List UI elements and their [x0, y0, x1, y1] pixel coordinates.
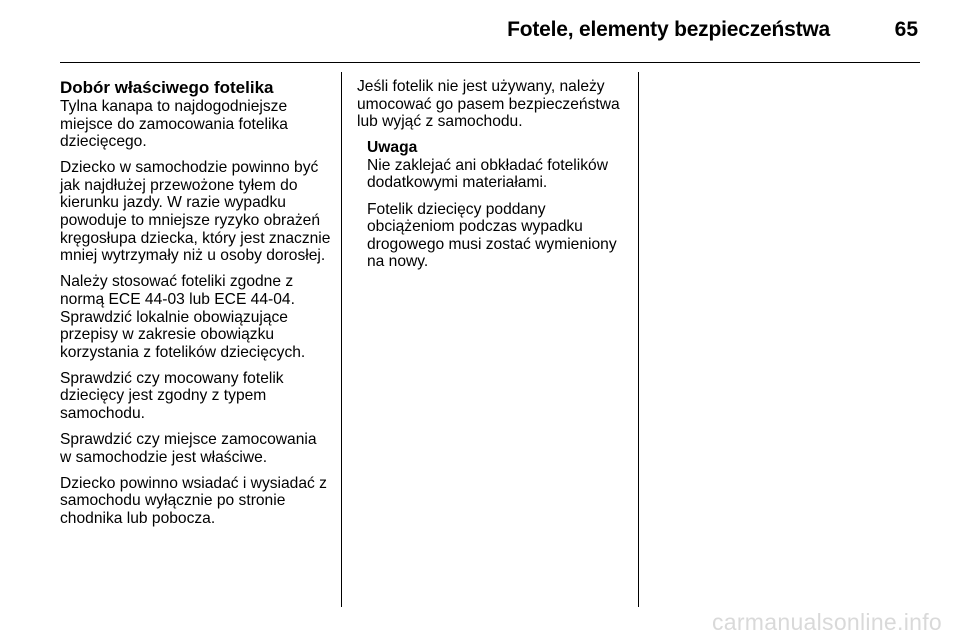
warning-note	[367, 139, 629, 271]
column-divider	[638, 72, 639, 607]
text-column-1	[60, 78, 332, 536]
page-title: Fotele, elementy bezpieczeństwa	[507, 18, 830, 41]
note-title: Uwaga	[367, 139, 418, 157]
note-paragraph: Nie zaklejać ani obkładać fotelików dodatkowymi materiałami.	[367, 156, 608, 192]
section-heading: Dobór właściwego fotelika	[60, 78, 274, 97]
paragraph: Dziecko powinno wsiadać i wysiadać z samochodu wyłącznie po stronie chodnika lub pobocza.	[60, 474, 327, 527]
column-divider	[341, 72, 342, 607]
paragraph: Sprawdzić czy miejsce zamocowania w samochodzie jest właściwe.	[60, 431, 317, 466]
page-header	[60, 14, 920, 63]
paragraph: Sprawdzić czy mocowany fotelik dziecięcy jest zgodny z typem samochodu.	[60, 369, 284, 422]
paragraph: Należy stosować foteliki zgodne z normą ECE 44-03 lub ECE 44-04. Sprawdzić lokalnie obowiązujące przepisy w zakresie obowiązku korzystania z fotelików dziecięcych.	[60, 273, 306, 361]
paragraph: Tylna kanapa to najdogodniejsze miejsce do zamocowania fotelika dziecięcego.	[60, 98, 288, 151]
paragraph: Dziecko w samochodzie powinno być jak najdłużej przewożone tyłem do kierunku jazdy. W razie wypadku powoduje to mniejsze ryzyko obrażeń kręgosłupa dziecka, który jest znacznie mniej wytrzymały niż u osoby dorosłej.	[60, 159, 331, 265]
paragraph: Jeśli fotelik nie jest używany, należy umocować go pasem bezpieczeństwa lub wyjąć z samochodu.	[357, 78, 620, 131]
note-paragraph: Fotelik dziecięcy poddany obciążeniom podczas wypadku drogowego musi zostać wymieniony na nowy.	[367, 200, 617, 271]
page-number: 65	[894, 18, 918, 41]
watermark: carmanualsonline.info	[711, 609, 942, 635]
text-column-2	[357, 78, 629, 279]
